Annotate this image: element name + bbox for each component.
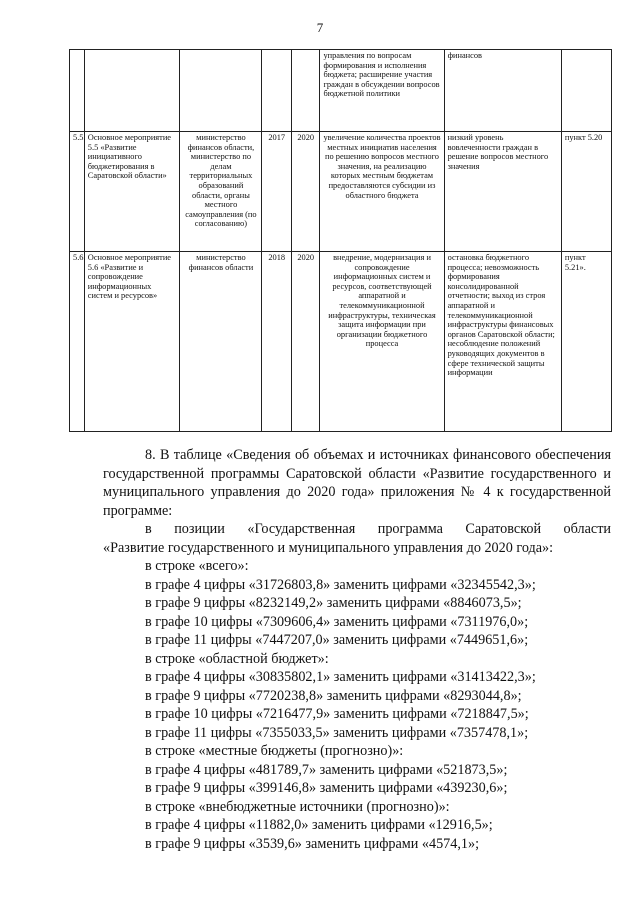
amendment-line: в графе 11 цифры «7355033,5» заменить цифрами «7357478,1»;: [145, 724, 529, 741]
measures-table: [69, 49, 612, 432]
cell-num: 5.5.: [70, 132, 85, 252]
cell-consequence: низкий уровень вовлеченности граждан в решение вопросов местного значения: [444, 132, 561, 252]
cell-start: 2017: [262, 132, 292, 252]
cell-name: [84, 50, 180, 132]
cell-end: 2020: [292, 132, 320, 252]
amendment-line: в графе 4 цифры «30835802,1» заменить цифрами «31413422,3»;: [145, 669, 536, 685]
cell-start: [262, 50, 292, 132]
amendment-line: в графе 11 цифры «7447207,0» заменить цифрами «7449651,6»;: [145, 632, 529, 648]
cell-executor: министерство финансов области, министерство по делам территориальных образований области, органы местного самоуправления (по согласованию): [180, 132, 262, 252]
amendment-line: в строке «всего»:: [145, 558, 249, 574]
amendment-line: в графе 4 цифры «481789,7» заменить цифрами «521873,5»;: [145, 761, 508, 778]
cell-name: Основное мероприятие 5.6 «Развитие и сопровождение информационных систем и ресурсов»: [84, 252, 180, 432]
cell-link: пункт 5.21».: [561, 252, 611, 432]
paragraph-position: в позиции «Государственная программа Саратовской области: [145, 521, 611, 537]
amendment-line: в графе 9 цифры «8232149,2» заменить цифрами «8846073,5»;: [145, 595, 522, 611]
cell-result: управления по вопросам формирования и исполнения бюджета; расширение участия граждан в обсуждении вопросов бюджетной политики: [320, 50, 444, 132]
cell-consequence: финансов: [444, 50, 561, 132]
paragraph-position-cont: «Развитие государственного и муниципального управления до 2020 года»:: [103, 539, 554, 556]
amendment-line: в графе 4 цифры «31726803,8» заменить цифрами «32345542,3»;: [145, 576, 536, 593]
page-number: 7: [316, 20, 324, 35]
cell-link: пункт 5.20: [561, 132, 611, 252]
table-row: [70, 132, 612, 252]
paragraph-item-8: 8. В таблице «Сведения об объемах и источниках финансового обеспечения государственной программы Саратовской области «Развитие государственного и муниципального управления до 2020 года» приложения № 4 к государственной программе:: [103, 447, 611, 519]
cell-executor: министерство финансов области: [180, 252, 262, 432]
cell-link: [561, 50, 611, 132]
cell-name: Основное мероприятие 5.5 «Развитие инициативного бюджетирования в Саратовской области»: [84, 132, 180, 252]
amendment-line: в графе 4 цифры «11882,0» заменить цифрами «12916,5»;: [145, 817, 493, 833]
amendment-line: в графе 10 цифры «7309606,4» заменить цифрами «7311976,0»;: [145, 613, 529, 630]
amendment-line: в графе 10 цифры «7216477,9» заменить цифрами «7218847,5»;: [145, 706, 529, 722]
amendment-text: [103, 446, 611, 853]
cell-result: внедрение, модернизация и сопровождение информационных систем и ресурсов, соответствующей аппаратной и телекоммуникационной инфраструктуры, техническая защита информации при организации бюджетного процесса: [320, 252, 444, 432]
cell-result: увеличение количества проектов местных инициатив населения по решению вопросов местного значения, на реализацию которых местным бюджетам предоставляются субсидии из областного бюджета: [320, 132, 444, 252]
cell-end: 2020: [292, 252, 320, 432]
amendment-line: в графе 9 цифры «7720238,8» заменить цифрами «8293044,8»;: [145, 687, 522, 704]
cell-num: 5.6.: [70, 252, 85, 432]
cell-consequence: остановка бюджетного процесса; невозможность формирования консолидированной отчетности; выход из строя аппаратной и телекоммуникационной инфраструктуры финансовых органов Саратовской области; несоблюдение положений руководящих документов в сфере технической защиты информации: [444, 252, 561, 432]
cell-end: [292, 50, 320, 132]
amendment-line: в строке «внебюджетные источники (прогнозно)»:: [145, 798, 450, 815]
amendment-line: в строке «областной бюджет»:: [145, 650, 329, 667]
table-row: [70, 252, 612, 432]
cell-num: [70, 50, 85, 132]
table-row: [70, 50, 612, 132]
cell-executor: [180, 50, 262, 132]
amendment-line: в графе 9 цифры «3539,6» заменить цифрами «4574,1»;: [145, 835, 480, 852]
amendment-line: в графе 9 цифры «399146,8» заменить цифрами «439230,6»;: [145, 780, 508, 796]
amendment-line: в строке «местные бюджеты (прогнозно)»:: [145, 743, 404, 759]
cell-start: 2018: [262, 252, 292, 432]
